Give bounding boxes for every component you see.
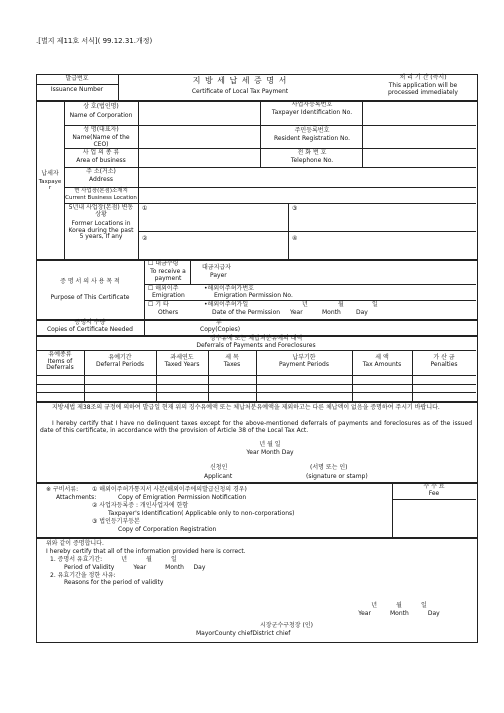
processing-period-en1: This application will be [388, 82, 458, 89]
copies-unit: 부 [216, 319, 222, 326]
attachments-label: ※ 구비서류: [46, 486, 79, 493]
deferrals-section-title: 징수유예 또는 체납처분유예의 내역 [209, 335, 303, 342]
emigration-permission-label: •해외이주허가번호 [204, 285, 254, 292]
fee-label-en: Fee [428, 490, 440, 497]
applicant-sign[interactable]: (서명 또는 인) [310, 464, 348, 471]
col-tax-amounts: 세 액 Tax Amounts [362, 354, 402, 368]
purpose-option-emigration[interactable]: ☐ 해외이주 [148, 285, 179, 292]
former-locations-label-en: Former Locations in Korea during the past 5 years, If any [68, 220, 134, 241]
taxpayer-label: 납세자 [41, 170, 59, 177]
validity-reason: 2. 유효기간을 정한 사유: [50, 572, 116, 579]
form-number-note: .[별지 제11호 서식]( 99.12.31.개정) [36, 37, 153, 45]
attachments-label-en: Attachments: [56, 494, 97, 501]
permission-year-en: Year [290, 309, 303, 316]
purpose-label: 증 명 서 의 사 용 목 적 [60, 278, 120, 285]
validity-reason-en: Reasons for the period of validity [64, 579, 164, 586]
current-location-label: 현 사업장(본점)소재지 [74, 188, 128, 194]
purpose-option-others[interactable]: ☐ 기 타 [148, 301, 169, 308]
copies-label-en: Copies of Certificate Needed [46, 326, 133, 333]
biz-reg-label: 사업자등록번호 [291, 101, 333, 108]
former-locations-label: 5년내 사업장(본점) 변동 상황 [68, 204, 134, 218]
issue-date: 년 월 일 [371, 602, 427, 609]
current-location-label-en: Current Business Location [65, 195, 137, 201]
address-label-en: Address [89, 176, 113, 183]
certify-text: 위와 같이 증명합니다. [46, 540, 104, 547]
attachment-1: ① 해외이주허가통지서 사본(해외이주에의발급신청의 경우) [92, 486, 247, 493]
resident-no-label: 주민등록번호 [294, 127, 330, 134]
chief-signature-en: MayorCounty chiefDistrict chief [196, 630, 291, 637]
emigration-permission-label-en: Emigration Permission No. [214, 292, 293, 299]
statement-date: 년 월 일 [259, 441, 281, 448]
purpose-label-en: Purpose of This Certificate [50, 294, 130, 301]
issue-date-en: Year Month Day [358, 610, 440, 617]
copies-label: 증명서 수량 [74, 319, 106, 326]
statement-date-en: Year Month Day [246, 449, 294, 456]
purpose-option-payment-en: To receive a payment [150, 268, 186, 282]
former-loc-2[interactable]: ② [142, 235, 148, 242]
attachment-3-en: Copy of Corporation Registration [118, 526, 217, 533]
permission-year: 년 [302, 301, 308, 308]
applicant-label-en: Applicant [204, 473, 233, 480]
attachment-1-en: Copy of Emigration Permission Notification [118, 494, 247, 501]
former-loc-4[interactable]: ④ [292, 235, 298, 242]
fee-label: 수 수 료 [423, 483, 445, 490]
business-area-label: 사 업 의 종 류 [82, 149, 120, 156]
statement-text: 지방세법 제38조의 규정에 의하여 발급일 현재 위의 징수유예액 또는 체납처분유예액을 제외하고는 다른 체납액이 없음을 증명하여 주시기 바랍니다. [52, 404, 440, 411]
attachment-3: ③ 법인등기부등본 [92, 518, 140, 525]
permission-date-label: •해외이주허가일 [204, 301, 249, 308]
purpose-option-emigration-en: Emigration [152, 292, 185, 299]
form-title: 지 방 세 납 세 증 명 서 [192, 76, 288, 85]
col-taxes: 세 목 Taxes [223, 354, 241, 368]
validity-period-en: Period of Validity Year Month Day [64, 564, 206, 571]
certify-text-en: I hereby certify that all of the information provided here is correct. [46, 548, 246, 555]
payer-label: 대금지급자 [202, 264, 231, 271]
permission-day-en: Day [356, 309, 368, 316]
processing-period: 처 리 기 간 (즉시) [399, 74, 447, 81]
telephone-label-en: Telephone No. [290, 157, 334, 164]
purpose-option-others-en: Others [158, 309, 179, 316]
deferrals-section-title-en: Deferrals of Payments and Foreclosures [196, 342, 316, 349]
chief-signature[interactable]: 시장군수구청장 (인) [260, 622, 313, 629]
col-taxed-years: 과세연도 Taxed Years [164, 354, 200, 368]
applicant-label: 신청인 [210, 464, 228, 471]
purpose-option-payment[interactable]: ☐ 대금수령 [148, 260, 179, 267]
resident-no-label-en: Resident Registration No. [274, 135, 350, 142]
biz-reg-label-en: Taxpayer Identification No. [271, 109, 353, 116]
former-loc-1[interactable]: ① [142, 205, 148, 212]
applicant-sign-en: (signature or stamp) [306, 473, 368, 480]
biz-reg-value[interactable] [364, 102, 474, 122]
copies-unit-en: Copy(Copies) [200, 326, 241, 333]
permission-month: 월 [338, 301, 344, 308]
taxpayer-label-en: Taxpaye r [38, 179, 62, 192]
processing-period-en2: processed immediately [388, 89, 458, 96]
col-deferral-item: 유예종류 Items of Deferrals [46, 351, 74, 372]
corp-name-label-en: Name of Corporation [69, 112, 133, 119]
statement-text-en: I hereby certify that I have no delinquent taxes except for the above-mentioned deferrals of payments and foreclosures as of the issued date of this certificate, in accordance with the provision of Article 38 of the Local Tax Act. [40, 420, 472, 434]
col-deferral-period: 유예기간 Deferral Periods [95, 354, 145, 368]
validity-period: 1. 증명서 유효기간: 년 월 일 [50, 556, 177, 563]
col-payment-periods: 납부기한 Payment Periods [278, 354, 329, 368]
col-penalties: 가 산 금 Penalties [430, 354, 458, 368]
rep-name-label: 성 명(대표자) [83, 126, 119, 133]
corp-name-label: 상 호(법인명) [83, 103, 119, 110]
form-title-en: Certificate of Local Tax Payment [191, 88, 289, 95]
attachment-2: ② 사업자등록증 : 개인사업자에 한함 [92, 502, 189, 509]
permission-month-en: Month [322, 309, 341, 316]
rep-name-label-en: Name(Name of the CEO) [72, 134, 130, 148]
business-area-label-en: Area of business [76, 157, 126, 164]
attachment-2-en: Taxpayer's Identification( Applicable only to non-corporations) [108, 510, 295, 517]
permission-day: 일 [372, 301, 378, 308]
issue-number-label: 발급번호 [65, 75, 89, 82]
permission-date-label-en: Date of the Permission [212, 309, 281, 316]
address-label: 주 소(거소) [86, 168, 116, 175]
payer-label-en: Payer [210, 272, 227, 279]
telephone-label: 전 화 번 호 [297, 149, 327, 156]
issue-number-label-en: Issuance Number [50, 86, 104, 93]
former-loc-3[interactable]: ③ [292, 205, 298, 212]
